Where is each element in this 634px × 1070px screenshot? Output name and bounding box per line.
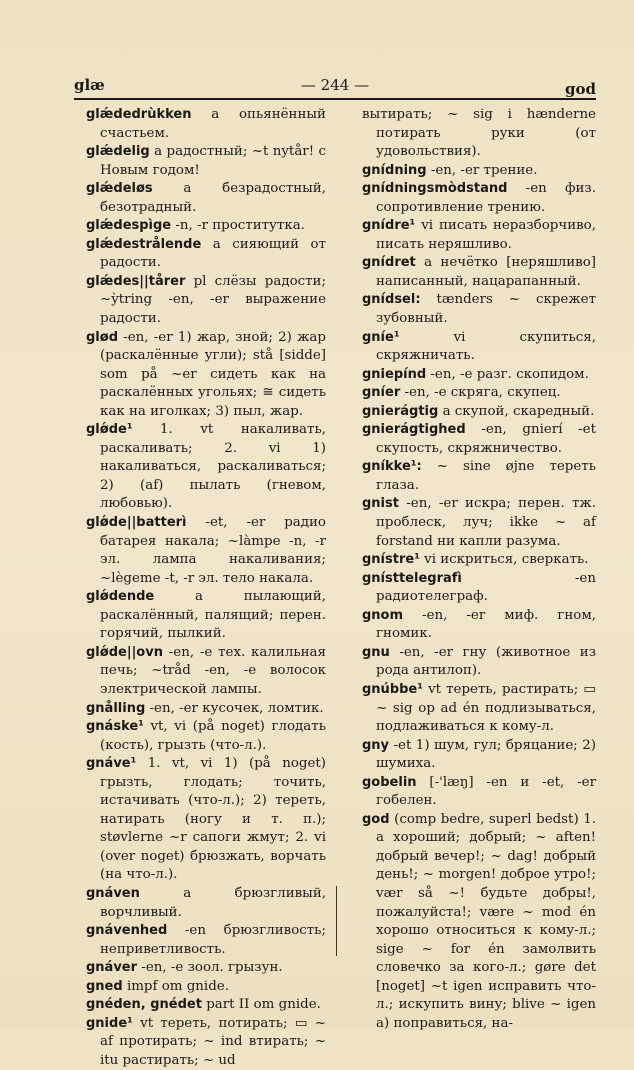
dictionary-entry [362,329,596,366]
dictionary-entry [86,755,326,885]
dictionary-entry [362,644,596,681]
entry-headword: gnáven [86,885,140,901]
entry-headword: gnávenhed [86,923,168,939]
entry-definition: -en, -e тех. калильная печь; ~tråd -en, -e волосок электрической лампы. [100,644,326,697]
entry-definition: -n, -r проститутка. [171,218,305,234]
dictionary-entry [86,588,326,644]
dictionary-entry [362,291,596,328]
entry-definition: vt тереть, потирать; ▭ ~ af протирать; ~ ind втирать; ~ itu растирать; ~ ud [100,1015,326,1068]
entry-headword: gnídre¹ [362,218,416,234]
entry-definition: 1. vt накаливать, раскаливать; 2. vi 1) накаливаться, раскаливаться; 2) (af) пылать (гневом, любовью). [100,422,326,512]
entry-definition: pl слёзы радости; ~ỳtring -en, -er выражение радости. [100,273,326,327]
entry-headword: glǽdestrålende [86,236,202,252]
entry-headword: glød [86,329,118,345]
entry-headword: gnierágtighed [362,422,466,438]
dictionary-entry [362,495,596,551]
dictionary-entry [86,273,326,329]
dictionary-entry [86,236,326,273]
entry-definition: 1. vt, vi 1) (på noget) грызть, глодать; точить, истачивать (что-л.); 2) тереть, натирать (ногу и т. п.); støvlerne ~r сапоги жмут; 2. vi (over noget) брюзжать, ворчать (на что-л.). [100,756,326,883]
entry-definition: part II om gnide. [201,997,321,1013]
entry-headword: gny [362,737,390,753]
dictionary-entry [86,106,326,143]
dictionary-entry [86,996,326,1015]
right-column [362,106,596,1031]
dictionary-entry [362,774,596,811]
dictionary-entry [362,811,596,1034]
entry-headword: gobelin [362,774,417,790]
entry-definition: vt, vi (på noget) глодать (кость), грызть (что-л.). [100,719,326,753]
entry-headword: glǿde||batterì [86,515,187,531]
entry-headword: gnom [362,607,404,623]
entry-definition: -en, -er искра; перен. тж. проблеск, луч; ikke ~ af forstand ни капли разума. [376,496,596,549]
dictionary-entry [86,959,326,978]
dictionary-entry [86,922,326,959]
entry-definition: tænders ~ скрежет зубовный. [376,292,596,327]
dictionary-entry [86,329,326,422]
entry-definition: a нечётко [неряшливо] написанный, нацарапанный. [376,255,596,289]
entry-headword: gnéden, gnédet [86,997,202,1013]
header-rule [74,98,596,100]
entry-definition: -en, -e скряга, скупец. [400,385,561,401]
dictionary-entry [362,384,596,403]
dictionary-entry [362,366,596,385]
entry-headword: gníkke¹: [362,459,422,475]
dictionary-entry [362,421,596,458]
dictionary-entry [362,551,596,570]
entry-headword: gnúbbe¹ [362,681,423,697]
entry-definition: -en брюзгливость; неприветливость. [100,923,326,957]
entry-headword: glǽdespìge [86,218,172,234]
entry-headword: gníe¹ [362,329,400,345]
entry-definition: a радостный; ~t nytår! с Новым годом! [100,144,326,178]
entry-headword: gnáver [86,960,138,976]
entry-headword: glǽdelig [86,144,150,160]
entry-definition: impf om gnide. [122,978,229,994]
entry-definition: vi скупиться, скряжничать. [376,329,596,364]
entry-headword: gnist [362,496,399,512]
dictionary-entry [86,718,326,755]
dictionary-entry [86,978,326,997]
entry-headword: gnístre¹ [362,552,420,568]
entry-headword: gnu [362,644,390,660]
header-right-guide-word: god [565,80,596,98]
entry-definition: -en, -er трение. [426,162,538,178]
entry-definition: vi искриться, сверкать. [419,552,589,568]
entry-headword: gnísttelegrafì [362,570,462,586]
dictionary-entry [362,458,596,495]
dictionary-entry [362,403,596,422]
dictionary-entry [362,106,596,162]
page-header [74,74,596,98]
dictionary-entry [362,180,596,217]
entry-headword: gnídsel: [362,292,421,308]
entry-definition: -en, -er 1) жар, зной; 2) жар (раскалённые угли); stå [sidde] som på ~er сидеть как на раскалённых угольях; ≅ сидеть как на иголках; 3) пыл, жар. [100,329,326,419]
entry-definition: -en, -e зоол. грызун. [137,960,283,976]
dictionary-entry [86,1015,326,1070]
entry-headword: gnáve¹ [86,756,137,772]
entry-headword: gníer [362,385,401,401]
entry-definition: -en, -er гну (животное из рода антилоп). [376,644,596,679]
dictionary-entry [362,570,596,607]
entry-definition: -en, -e разг. скопидом. [426,366,589,382]
entry-definition: vt тереть, растирать; ▭ ~ sig op ad én подлизываться, подлаживаться к кому-л. [376,681,596,735]
entry-headword: glǽdeløs [86,181,153,197]
entry-headword: gnídret [362,255,416,271]
column-divider [336,886,337,956]
dictionary-entry [86,143,326,180]
entry-headword: gniepínd [362,366,427,382]
entry-definition: -et 1) шум, гул; бряцание; 2) шумиха. [376,737,596,772]
entry-definition: a пылающий, раскалённый, палящий; перен. горячий, пылкий. [100,589,326,642]
entry-definition: a безрадостный, безотрадный. [100,181,326,215]
entry-definition: -en, -er кусочек, ломтик. [145,700,324,716]
entry-definition: a скупой, скаредный. [438,403,595,419]
dictionary-entry [362,607,596,644]
entry-headword: gnídning [362,162,427,178]
dictionary-entry [362,217,596,254]
entry-definition: -et, -er радио батарея накала; ~làmpe -n, -r эл. лампа накаливания; ~lègeme -t, -r эл. тело накала. [100,515,326,586]
entry-definition: -en радиотелеграф. [376,570,596,605]
dictionary-entry [86,217,326,236]
entry-headword: god [362,811,390,827]
entry-headword: gnålling [86,700,146,716]
dictionary-entry [86,180,326,217]
entry-definition: vi писать неразборчиво, писать неряшливо. [376,218,596,252]
dictionary-entry [362,162,596,181]
entry-definition: -en физ. сопротивление трению. [376,181,596,215]
entry-definition: -en, gnierí -et скупость, скряжничество. [376,422,596,456]
page-number: — 244 — [300,76,370,94]
entry-definition: a опьянённый счастьем. [100,107,326,141]
entry-headword: gnídningsmòdstand [362,181,508,197]
entry-headword: glǿde||ovn [86,644,163,660]
header-left-guide-word: glæ [74,76,105,94]
entry-definition: ~ sine øjne тереть глаза. [376,459,596,493]
entry-definition: [-'læŋ] -en и -et, -er гобелен. [376,774,596,809]
dictionary-entry [362,681,596,737]
entry-definition: вытирать; ~ sig i hænderne потирать руки (от удовольствия). [362,107,596,160]
entry-definition: a сияющий от радости. [100,236,326,271]
entry-headword: glǽdes||tårer [86,273,186,289]
dictionary-entry [362,254,596,291]
entry-definition: (comp bedre, superl bedst) 1. a хороший; добрый; ~ aften! добрый вечер!; ~ dag! добрый день!; ~ morgen! доброе утро!; vær så ~! будьте добры!, пожалуйста!; være ~ mod én хорошо относиться к кому-л.; sige ~ for én замолвить словечко за кого-л.; gøre det [noget] ~t igen исправить что-л.; искупить вину; blive ~ igen a) поправиться, на- [376,811,596,1031]
dictionary-entry [362,737,596,774]
left-column [86,106,326,1068]
dictionary-entry [86,644,326,700]
dictionary-entry [86,421,326,514]
dictionary-entry [86,885,326,922]
dictionary-entry [86,700,326,719]
entry-headword: gnide¹ [86,1015,133,1031]
entry-definition: a брюзгливый, ворчливый. [100,885,326,920]
entry-headword: gnierágtig [362,403,439,419]
entry-headword: gned [86,978,123,994]
entry-headword: glǽdedrùkken [86,107,192,122]
entry-headword: glǿde¹ [86,422,133,438]
entry-headword: glǿdende [86,589,155,605]
entry-definition: -en, -er миф. гном, гномик. [376,607,596,642]
dictionary-entry [86,514,326,588]
entry-headword: gnáske¹ [86,719,144,735]
